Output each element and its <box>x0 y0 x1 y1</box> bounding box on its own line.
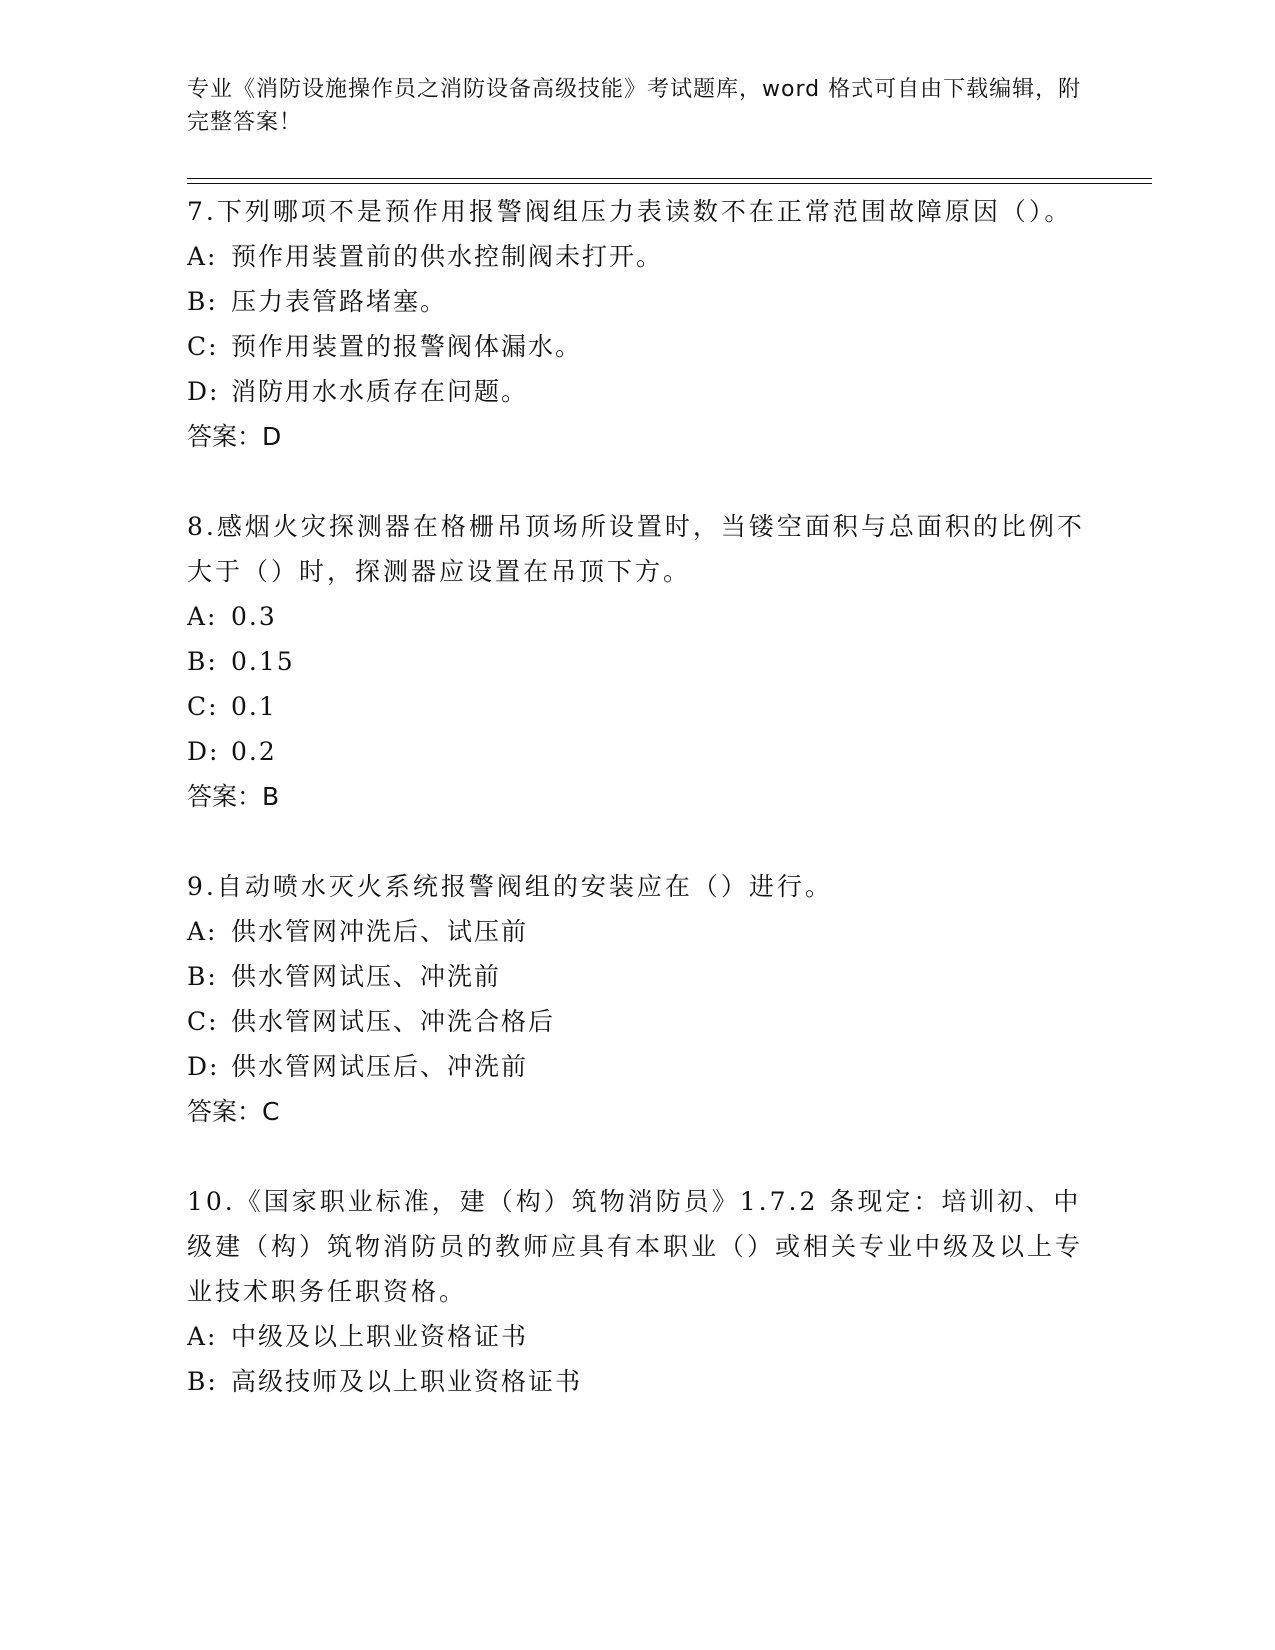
option-text: 供水管网冲洗后、试压前 <box>231 917 529 946</box>
option-label: A: <box>187 917 218 946</box>
option-label: B: <box>187 647 218 676</box>
option-label: D: <box>187 737 220 766</box>
option-text: 0.1 <box>231 692 277 721</box>
option-text: 预作用装置的报警阀体漏水。 <box>231 332 583 361</box>
option-label: C: <box>187 692 219 721</box>
option-label: C: <box>187 332 219 361</box>
header-divider-top <box>187 178 1152 179</box>
option-label: D: <box>187 377 220 406</box>
question-item <box>187 189 1087 459</box>
answer-line: 答案：D <box>187 422 282 451</box>
option-c <box>187 999 1087 1044</box>
answer-line: 答案：B <box>187 782 280 811</box>
option-c <box>187 324 1087 369</box>
option-text: 供水管网试压后、冲洗前 <box>231 1052 529 1081</box>
question-item <box>187 1179 1087 1404</box>
question-list <box>187 189 1087 1449</box>
option-text: 消防用水水质存在问题。 <box>231 377 529 406</box>
question-stem: 10.《国家职业标准，建（构）筑物消防员》1.7.2 条现定：培训初、中级建（构）筑物消防员的教师应具有本职业（）或相关专业中级及以上专业技术职务任职资格。 <box>187 1187 1084 1306</box>
option-a <box>187 1314 1087 1359</box>
option-b <box>187 279 1087 324</box>
option-d <box>187 729 1087 774</box>
option-text: 高级技师及以上职业资格证书 <box>231 1367 583 1396</box>
option-label: A: <box>187 1322 218 1351</box>
option-text: 压力表管路堵塞。 <box>231 287 448 316</box>
option-label: D: <box>187 1052 220 1081</box>
option-b <box>187 954 1087 999</box>
question-stem: 7.下列哪项不是预作用报警阀组压力表读数不在正常范围故障原因（）。 <box>187 197 1073 226</box>
question-stem: 8.感烟火灾探测器在格栅吊顶场所设置时，当镂空面积与总面积的比例不大于（）时，探测器应设置在吊顶下方。 <box>187 512 1085 586</box>
option-label: B: <box>187 1367 218 1396</box>
option-text: 供水管网试压、冲洗前 <box>231 962 502 991</box>
option-text: 中级及以上职业资格证书 <box>231 1322 529 1351</box>
option-d <box>187 369 1087 414</box>
option-label: A: <box>187 602 218 631</box>
option-label: B: <box>187 287 218 316</box>
option-a <box>187 909 1087 954</box>
question-item <box>187 504 1087 819</box>
option-label: B: <box>187 962 218 991</box>
answer-line: 答案：C <box>187 1097 280 1126</box>
option-text: 0.15 <box>231 647 295 676</box>
option-c <box>187 684 1087 729</box>
document-header: 专业《消防设施操作员之消防设备高级技能》考试题库，word 格式可自由下载编辑，附完整答案！ <box>187 77 1082 135</box>
option-b <box>187 639 1087 684</box>
option-d <box>187 1044 1087 1089</box>
option-b <box>187 1359 1087 1404</box>
option-a <box>187 594 1087 639</box>
question-stem: 9.自动喷水灭火系统报警阀组的安装应在（）进行。 <box>187 872 833 901</box>
header-divider-bottom <box>187 183 1152 184</box>
option-text: 预作用装置前的供水控制阀未打开。 <box>231 242 664 271</box>
option-text: 0.3 <box>231 602 277 631</box>
option-label: C: <box>187 1007 219 1036</box>
option-text: 0.2 <box>231 737 277 766</box>
option-text: 供水管网试压、冲洗合格后 <box>231 1007 556 1036</box>
option-a <box>187 234 1087 279</box>
question-item <box>187 864 1087 1134</box>
option-label: A: <box>187 242 218 271</box>
